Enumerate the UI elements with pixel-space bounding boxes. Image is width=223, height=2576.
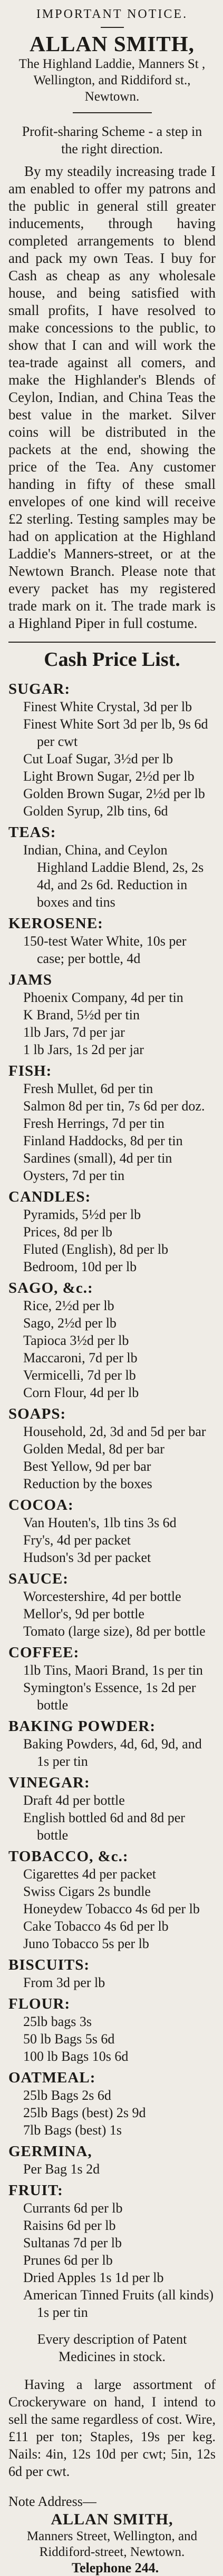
price-item: Mellor's, 9d per bottle: [23, 1606, 144, 1622]
category-heading: BISCUITS:: [8, 1956, 90, 1974]
price-item: Cut Loaf Sugar, 3½d per lb: [23, 751, 173, 767]
price-item: Cake Tobacco 4s 6d per lb: [23, 1919, 169, 1934]
price-item: Symington's Essence, 1s 2d per bottle: [23, 1680, 196, 1713]
note-address-label: Note Address—: [8, 2494, 96, 2510]
price-item: Best Yellow, 9d per bar: [23, 1459, 151, 1474]
price-items: [8, 2013, 216, 2065]
price-item: Household, 2d, 3d and 5d per bar: [23, 1424, 206, 1440]
category-heading: FLOUR:: [8, 1995, 71, 2013]
price-item: Sago, 2½d per lb: [23, 1315, 117, 1331]
price-item: Prices, 8d per lb: [23, 1224, 112, 1240]
price-item: Finest White Sort 3d per lb, 9s 6d per cwt: [23, 716, 208, 750]
signature-address: [8, 2529, 216, 2560]
price-items: [8, 1514, 216, 1566]
merchant-address: [8, 56, 216, 105]
price-item: Currants 6d per lb: [23, 2200, 123, 2216]
category-heading: FISH:: [8, 1063, 52, 1080]
price-item: Oysters, 7d per tin: [23, 1168, 125, 1184]
price-items: [8, 841, 216, 911]
notice-paragraph: By my steadily increasing trade I am enabled to offer my patrons and the public in general still greater inducements, through having completed arrangements to blend and pack my own Teas. I buy for Cash as cheap as any wholesale house, and being satisfied with small profits, I have resolved to make concessions to the public, to show that I can and will work the tea-trade against all comers, and make the Highlander's Blends of Ceylon, Indian, and China Teas the best value in the market. Silver coins will be distributed in the packets at the end, showing the price of the Tea. Any customer handing in fifty of these small envelopes of one kind will receive £2 sterling. Testing samples may be had on application at the Highland Laddie's Manners-street, or at the Newtown Branch. Please note that every packet has my registered trade mark on it. The trade mark is a Highland Piper in full costume.: [8, 163, 216, 632]
address-line: The Highland Laddie, Manners St ,: [18, 57, 206, 72]
price-items: [8, 1588, 216, 1640]
price-category: [8, 1644, 216, 1714]
price-category: [8, 2143, 216, 2178]
price-items: [8, 1080, 216, 1184]
category-heading: SAUCE:: [8, 1570, 69, 1588]
price-item: Maccaroni, 7d per lb: [23, 1350, 138, 1366]
divider: [101, 27, 124, 28]
price-category: [8, 1956, 216, 1991]
price-item: Golden Medal, 8d per bar: [23, 1441, 164, 1457]
price-item: 50 lb Bags 5s 6d: [23, 2031, 115, 2047]
price-item: Light Brown Sugar, 2½d per lb: [23, 769, 195, 784]
price-category: [8, 1718, 216, 1770]
price-item: Fresh Herrings, 7d per tin: [23, 1116, 164, 1132]
price-item: Golden Brown Sugar, 2½d per lb: [23, 786, 205, 802]
price-items: [8, 932, 216, 967]
price-item: 25lb bags 3s: [23, 2014, 92, 2030]
price-item: Fluted (English), 8d per lb: [23, 1242, 169, 1257]
category-heading: TOBACCO, &c.:: [8, 1848, 129, 1865]
category-heading: COCOA:: [8, 1497, 74, 1514]
price-category: [8, 1280, 216, 1401]
price-item: Baking Powders, 4d, 6d, 9d, and 1s per tin: [23, 1736, 202, 1769]
category-heading: TEAS:: [8, 824, 56, 841]
price-item: Tapioca 3½d per lb: [23, 1333, 129, 1349]
price-item: Bedroom, 10d per lb: [23, 1259, 137, 1275]
price-category: [8, 1848, 216, 1952]
price-item: Dried Apples 1s 1d per lb: [23, 2270, 164, 2286]
signature-name: ALLAN SMITH,: [51, 2511, 173, 2529]
category-heading: SOAPS:: [8, 1405, 66, 1423]
category-heading: SAGO, &c.:: [8, 1280, 93, 1297]
price-items: [8, 1661, 216, 1714]
price-item: 7lb Bags (best) 1s: [23, 2122, 122, 2138]
price-item: Corn Flour, 4d per lb: [23, 1385, 139, 1401]
price-item: 25lb Bags (best) 2s 9d: [23, 2105, 146, 2121]
category-heading: JAMS: [8, 971, 52, 989]
price-item: Sardines (small), 4d per tin: [23, 1151, 172, 1166]
price-list: [8, 681, 216, 2321]
price-item: 100 lb Bags 10s 6d: [23, 2049, 129, 2064]
price-item: American Tinned Fruits (all kinds) 1s per tin: [23, 2287, 214, 2321]
address-line: Riddiford-street, Newtown.: [39, 2545, 185, 2560]
category-heading: COFFEE:: [8, 1644, 80, 1661]
merchant-name: ALLAN SMITH,: [30, 32, 195, 56]
address-line: Newtown.: [84, 90, 140, 104]
price-item: Draft 4d per bottle: [23, 1793, 125, 1808]
price-item: From 3d per lb: [23, 1975, 105, 1991]
telephone-line: Telephone 244.: [72, 2560, 159, 2576]
divider: [8, 642, 216, 643]
price-category: [8, 2069, 216, 2139]
price-category: [8, 1570, 216, 1640]
price-items: [8, 2087, 216, 2139]
notice-title: IMPORTANT NOTICE.: [36, 7, 188, 21]
price-item: Worcestershire, 4d per bottle: [23, 1589, 181, 1605]
price-items: [8, 989, 216, 1058]
price-item: Raisins 6d per lb: [23, 2218, 116, 2234]
price-items: [8, 1423, 216, 1492]
price-items: [8, 1865, 216, 1952]
price-category: [8, 1774, 216, 1844]
price-item: Juno Tobacco 5s per lb: [23, 1936, 149, 1952]
price-list-title: Cash Price List.: [44, 648, 180, 671]
price-item: Finest White Crystal, 3d per lb: [23, 699, 192, 715]
category-heading: BAKING POWDER:: [8, 1718, 156, 1735]
price-item: Reduction by the boxes: [23, 1476, 152, 1492]
price-category: [8, 824, 216, 911]
price-items: [8, 1206, 216, 1275]
price-category: [8, 915, 216, 967]
price-item: Fresh Mullet, 6d per tin: [23, 1081, 153, 1097]
address-line: Manners Street, Wellington, and: [26, 2529, 198, 2544]
price-item: Swiss Cigars 2s bundle: [23, 1884, 151, 1900]
price-item: 25lb Bags 2s 6d: [23, 2088, 111, 2103]
price-item: Salmon 8d per tin, 7s 6d per doz.: [23, 1098, 205, 1114]
price-item: Indian, China, and Ceylon Highland Laddie Blend, 2s, 2s 4d, and 2s 6d. Reduction in boxes and tins: [23, 842, 204, 910]
divider: [73, 112, 152, 113]
price-item: 1lb Tins, Maori Brand, 1s per tin: [23, 1663, 203, 1678]
price-category: [8, 1405, 216, 1492]
lead-line: Profit-sharing Scheme - a step in the right direction.: [22, 124, 202, 157]
price-category: [8, 681, 216, 820]
price-item: K Brand, 5½d per tin: [23, 1007, 140, 1023]
price-category: [8, 1497, 216, 1566]
address-line: Wellington, and Riddiford st.,: [33, 73, 191, 88]
price-item: Cigarettes 4d per packet: [23, 1866, 156, 1882]
category-heading: GERMINA,: [8, 2143, 92, 2160]
price-item: Tomato (large size), 8d per bottle: [23, 1624, 206, 1639]
price-item: Phoenix Company, 4d per tin: [23, 990, 183, 1006]
category-heading: FRUIT:: [8, 2182, 63, 2199]
price-category: [8, 1995, 216, 2065]
price-category: [8, 2182, 216, 2321]
price-items: [8, 2160, 216, 2178]
price-category: [8, 1188, 216, 1275]
category-heading: KEROSENE:: [8, 915, 103, 932]
category-heading: CANDLES:: [8, 1188, 91, 1206]
price-item: Finland Haddocks, 8d per tin: [23, 1133, 183, 1149]
price-item: Golden Syrup, 2lb tins, 6d: [23, 803, 168, 819]
price-items: [8, 1297, 216, 1401]
patent-medicines-line: Every description of Patent Medicines in stock.: [37, 2332, 187, 2365]
crockery-paragraph: Having a large assortment of Crockeryware on hand, I intend to sell the same regardless of cost. Wire, £11 per ton; Staples, 19s per keg. Nails: 4in, 12s 10d per cwt; 5in, 12s 6d per cwt.: [8, 2377, 216, 2480]
category-heading: OATMEAL:: [8, 2069, 96, 2087]
category-heading: SUGAR:: [8, 681, 71, 698]
price-items: [8, 1735, 216, 1770]
price-item: Per Bag 1s 2d: [23, 2161, 100, 2177]
price-item: Vermicelli, 7d per lb: [23, 1368, 136, 1383]
price-item: Prunes 6d per lb: [23, 2253, 113, 2268]
price-items: [8, 698, 216, 820]
price-items: [8, 1792, 216, 1844]
price-item: Honeydew Tobacco 4s 6d per lb: [23, 1901, 200, 1917]
price-item: English bottled 6d and 8d per bottle: [23, 1810, 185, 1843]
price-category: [8, 971, 216, 1058]
price-item: Rice, 2½d per lb: [23, 1298, 114, 1314]
price-item: Hudson's 3d per packet: [23, 1550, 151, 1566]
price-item: Sultanas 7d per lb: [23, 2235, 122, 2251]
price-item: Pyramids, 5½d per lb: [23, 1207, 141, 1223]
price-category: [8, 1063, 216, 1184]
price-item: Van Houten's, 1lb tins 3s 6d: [23, 1515, 177, 1531]
price-item: 150-test Water White, 10s per case; per bottle, 4d: [23, 933, 187, 967]
price-items: [8, 1974, 216, 1991]
price-item: 1 lb Jars, 1s 2d per jar: [23, 1042, 144, 1058]
price-item: Fry's, 4d per packet: [23, 1532, 131, 1548]
price-item: 1lb Jars, 7d per jar: [23, 1025, 125, 1040]
price-items: [8, 2199, 216, 2321]
category-heading: VINEGAR:: [8, 1774, 90, 1792]
